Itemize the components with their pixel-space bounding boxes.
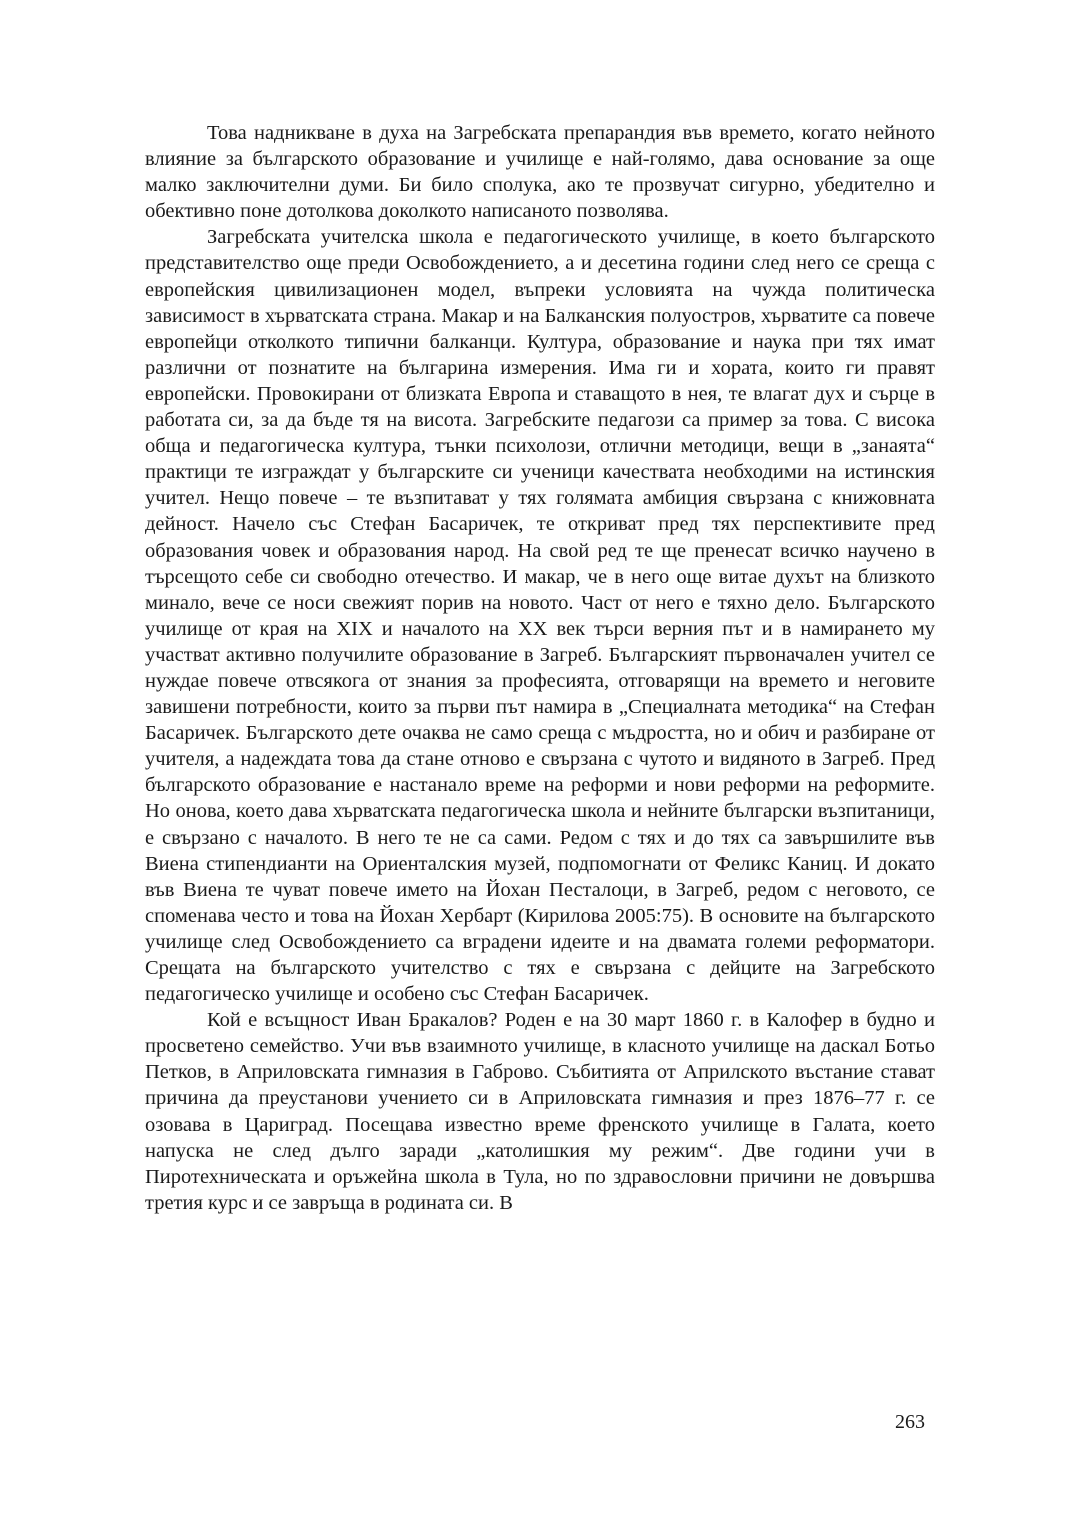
body-text: [145, 120, 935, 1216]
paragraph-2: Загребската учителска школа е педагогическото училище, в което българското представителство още преди Освобождението, а и десетина години след него се среща с европейския цивилизационен модел, въпреки условията на чужда политическа зависимост в хърватската страна. Макар и на Балканския полуостров, хърватите са повече европейци отколкото типични балканци. Култура, образование и наука при тях имат различни от познатите на българина измерения. Има ги и хората, които ги правят европейски. Провокирани от близката Европа и ставащото в нея, те влагат дух и сърце в работата си, за да бъде тя на висота. Загребските педагози са пример за това. С висока обща и педагогическа култура, тънки психолози, отлични методици, вещи в „занаята“ практици те изграждат у българските си ученици качествата необходими на истинския учител. Нещо повече – те възпитават у тях голямата амбиция свързана с книжовната дейност. Начело със Стефан Басаричек, те откриват пред тях перспективите пред образования човек и образования народ. На свой ред те ще пренесат всичко научено в търсещото себе си свободно отечество. И макар, че в него още витае духът на близкото минало, вече се носи свежият порив на новото. Част от него е тяхно дело. Българското училище от края на XIX и началото на XX век търси верния път и в намирането му участват активно получилите образование в Загреб. Българският първоначален учител се нуждае повече отвсякога от знания за професията, отговарящи на времето и неговите завишени потребности, които за първи път намира в „Специалната методика“ на Стефан Басаричек. Българското дете очаква не само среща с мъдростта, но и обич и разбиране от учителя, а надеждата това да стане отново е свързана с чутото и видяното в Загреб. Пред българското образование е настанало време на реформи и нови реформи на реформите. Но онова, което дава хърватската педагогическа школа и нейните български възпитаници, е свързано с началото. В него те не са сами. Редом с тях и до тях са завършилите във Виена стипендианти на Ориенталския музей, подпомогнати от Феликс Каниц. И докато във Виена те чуват повече името на Йохан Песталоци, в Загреб, редом с неговото, се споменава често и това на Йохан Хербарт (Кирилова 2005:75). В основите на българското училище след Освобождението са вградени идеите и на двамата големи реформатори. Срещата на българското учителство с тях е свързана с дейците на Загребското педагогическо училище и особено със Стефан Басаричек.: [145, 226, 935, 1006]
paragraph-1: Това надникване в духа на Загребската препарандия във времето, когато нейното влияние за българското образование и училище е най-голямо, дава основание за още малко заключителни думи. Би било сполука, ако те прозвучат сигурно, убедително и обективно поне дотолкова доколкото написаното позволява.: [145, 122, 935, 223]
paragraph-3: Кой е всъщност Иван Бракалов? Роден е на 30 март 1860 г. в Калофер в будно и просветено семейство. Учи във взаимното училище, в класното училище на даскал Ботьо Петков, в Априловската гимназия в Габрово. Събитията от Априлското въстание стават причина да преустанови учението си в Априловската гимназия и през 1876–77 г. се озовава в Цариград. Посещава известно време френското училище в Галата, което напуска не след дълго заради „католишкия му режим“. Две години учи в Пиротехническата и оръжейна школа в Тула, но по здравословни причини не довършва третия курс и се завръща в родината си. В: [145, 1009, 935, 1214]
page-number: 263: [895, 1411, 925, 1433]
